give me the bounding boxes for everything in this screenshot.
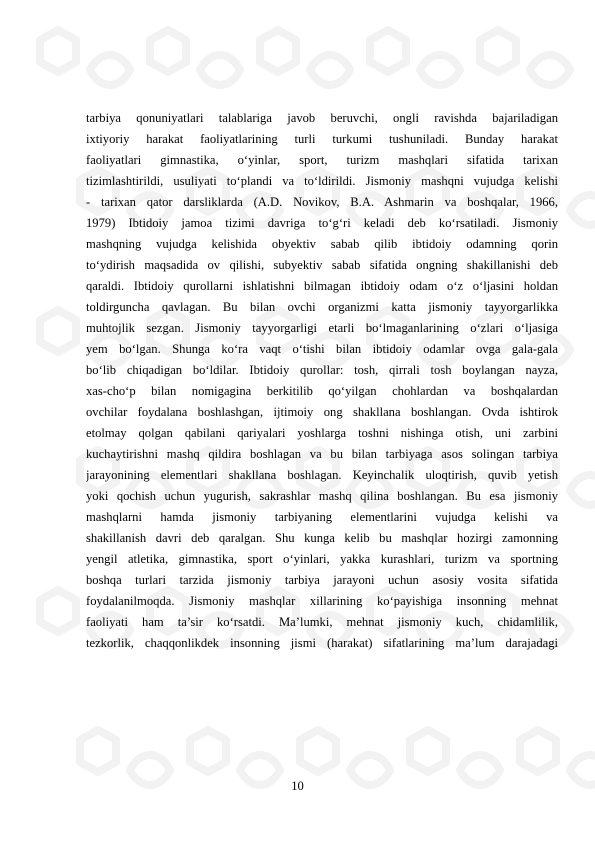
text-line: bo‘lib chiqadigan bo‘ldilar. Ibtidoiy qurollar: tosh, qirrali tosh boylangan nayza, [86,363,558,377]
text-line: tezkorlik, chaqqonlikdek insonning jismi (harakat) sifatlarining ma’lum darajadagi [86,636,558,650]
watermark-shape [410,730,500,785]
text-line: jarayonining elementlari shakllana boshlagan. Keyinchalik uloqtirish, quvib yetish [86,468,558,482]
watermark-shape [40,30,130,85]
text-line: faoliyati ham ta’sir ko‘rsatdi. Ma’lumki, mehnat jismoniy kuch, chidamlilik, [86,615,558,629]
watermark-shape [190,730,280,785]
watermark-shape [150,30,240,85]
text-line: muhtojlik sezgan. Jismoniy tayyorgarligi etarli bo‘lmaganlarining o‘zlari o‘ljasiga [86,321,558,335]
text-line: yoki qochish uchun yugurish, sakrashlar mashq qilina boshlangan. Bu esa jismoniy [86,489,558,503]
text-line: ovchilar foydalana boshlashgan, ijtimoiy ong shakllana boshlangan. Ovda ishtirok [86,405,558,419]
watermark-shape [80,730,170,785]
text-line: boshqa turlari tarzida jismoniy tarbiya jarayoni uchun asosiy vosita sifatida [86,573,558,587]
page-number: 10 [291,779,304,793]
text-line: to‘ydirish maqsadida ov qilishi, subyektiv sabab sifatida ongning shakillanishi deb [86,258,558,272]
text-line: qaraldi. Ibtidoiy qurollarni ishlatishni bilmagan ibtidoiy odam o‘z o‘ljasini holdan [86,279,558,293]
watermark-shape [520,730,595,785]
text-line: mashqlarni hamda jismoniy tarbiyaning elementlarini vujudga kelishi va [86,510,558,524]
text-line: tizimlashtirildi, usuliyati to‘plandi va to‘ldirildi. Jismoniy mashqni vujudga kelishi [86,174,558,188]
text-line: faoliyatlari gimnastika, o‘yinlar, sport, turizm mashqlari sifatida tarixan [86,153,558,167]
text-line: yengil atletika, gimnastika, sport o‘yinlari, yakka kurashlari, turizm va sportning [86,552,558,566]
text-line: - tarixan qator darsliklarda (A.D. Novikov, B.A. Ashmarin va boshqalar, 1966, [86,195,558,209]
text-line: foydalanilmoqda. Jismoniy mashqlar xillarining ko‘payishiga insonning mehnat [86,594,558,608]
text-line: mashqning vujudga kelishida obyektiv sabab qilib ibtidoiy odamning qorin [86,237,558,251]
watermark-shape [480,30,570,85]
text-line: shakillanish davri deb qaralgan. Shu kunga kelib bu mashqlar hozirgi zamonning [86,531,558,545]
watermark-shape [300,730,390,785]
text-line: etolmay qolgan qabilani qariyalari yoshlarga toshni nishinga otish, uni zarbini [86,426,558,440]
text-line: xas-cho‘p bilan nomigagina berkitilib qo‘yilgan chohlardan va boshqalardan [86,384,558,398]
body-text [86,108,558,654]
text-line: yem bo‘lgan. Shunga ko‘ra vaqt o‘tishi bilan ibtidoiy odamlar ovga gala-gala [86,342,558,356]
text-line: ixtiyoriy harakat faoliyatlarining turli turkumi tushuniladi. Bunday harakat [86,132,558,146]
text-line: 1979) Ibtidoiy jamoa tizimi davriga to‘g‘ri keladi deb ko‘rsatiladi. Jismoniy [86,216,558,230]
text-line: toldirguncha qavlagan. Bu bilan ovchi organizmi katta jismoniy tayyorgarlikka [86,300,558,314]
watermark-shape [260,30,350,85]
text-line: tarbiya qonuniyatlari talablariga javob beruvchi, ongli ravishda bajariladigan [86,111,558,125]
text-line: kuchaytirishni mashq qildira boshlagan va bu bilan tarbiyaga asos solingan tarbiya [86,447,558,461]
watermark-shape [370,30,460,85]
